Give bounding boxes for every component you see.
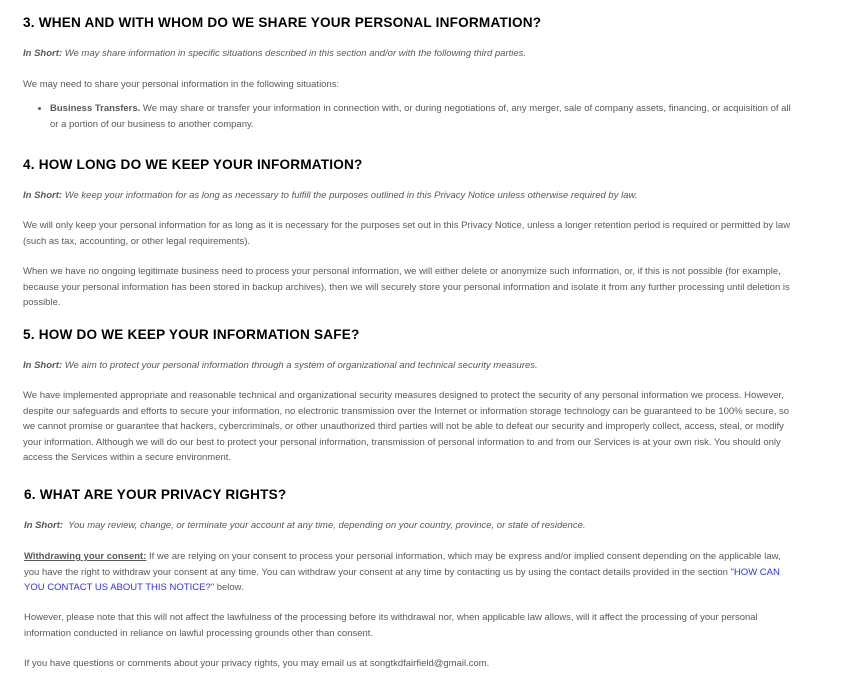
section-3-intro: We may need to share your personal information in the following situations: [23,79,340,90]
section-3-heading: 3. WHEN AND WITH WHOM DO WE SHARE YOUR PERSONAL INFORMATION? [23,15,542,30]
in-short-text: We aim to protect your personal information through a system of organizational and technical security measures. [62,360,538,371]
section-6-paragraph-3: If you have questions or comments about your privacy rights, you may email us at songtkdfairfield@gmail.com. [24,658,490,669]
in-short-label: In Short: [23,360,63,371]
withdraw-end-text: below. [214,582,244,593]
section-6-withdraw-consent [24,549,794,596]
list-item [23,101,793,132]
section-4-heading: 4. HOW LONG DO WE KEEP YOUR INFORMATION? [23,157,363,172]
section-3-list [23,101,793,132]
withdrawing-consent-label: Withdrawing your consent: [24,551,147,562]
business-transfers-label: Business Transfers. [50,103,141,114]
in-short-text: You may review, change, or terminate your account at any time, depending on your country, province, or state of residence. [63,520,586,531]
section-4-in-short [23,190,637,201]
section-4-paragraph-2: When we have no ongoing legitimate business need to process your personal information, we will either delete or anonymize such information, or, if this is not possible (for example, because your personal information has been stored in backup archives), then we will securely store your personal information and isolate it from any further processing until deletion is possible. [23,266,790,308]
section-6-in-short [24,520,586,531]
section-5-heading: 5. HOW DO WE KEEP YOUR INFORMATION SAFE? [23,327,360,342]
in-short-label: In Short: [24,520,64,531]
in-short-label: In Short: [23,48,63,59]
in-short-text: We may share information in specific situations described in this section and/or with the following third parties. [62,48,527,59]
withdraw-text: If we are relying on your consent to process your personal information, which may be express and/or implied consent depending on the applicable law, you have the right to withdraw your consent at any time. You can withdraw your consent at any time by contacting us by using the contact details provided in the section [24,551,781,578]
in-short-label: In Short: [23,190,63,201]
section-6-paragraph-2: However, please note that this will not affect the lawfulness of the processing before its withdrawal nor, when applicable law allows, will it affect the processing of your personal information conducted in reliance on lawful processing grounds other than consent. [24,612,758,639]
section-6-heading: 6. WHAT ARE YOUR PRIVACY RIGHTS? [24,487,287,502]
in-short-text: We keep your information for as long as necessary to fulfill the purposes outlined in this Privacy Notice unless otherwise required by law. [62,190,638,201]
section-3-in-short [23,48,526,59]
section-5-in-short [23,360,538,371]
bullet-dot [38,107,41,110]
business-transfers-text: We may share or transfer your information in connection with, or during negotiations of, any merger, sale of company assets, financing, or acquisition of all or a portion of our business to another company. [50,103,791,130]
section-5-paragraph-1: We have implemented appropriate and reasonable technical and organizational security measures designed to protect the security of any personal information we process. However, despite our safeguards and efforts to secure your information, no electronic transmission over the Internet or information storage technology can be guaranteed to be 100% secure, so we cannot promise or guarantee that hackers, cybercriminals, or other unauthorized third parties will not be able to defeat our security and improperly collect, access, steal, or modify your information. Although we will do our best to protect your personal information, transmission of personal information to and from our Services is at your own risk. You should only access the Services within a secure environment. [23,390,790,463]
section-4-paragraph-1: We will only keep your personal information for as long as it is necessary for the purposes set out in this Privacy Notice, unless a longer retention period is required or permitted by law (such as tax, accounting, or other legal requirements). [23,220,791,247]
contact-notice-link[interactable]: "HOW CAN YOU CONTACT US ABOUT THIS NOTICE?" [24,566,780,593]
